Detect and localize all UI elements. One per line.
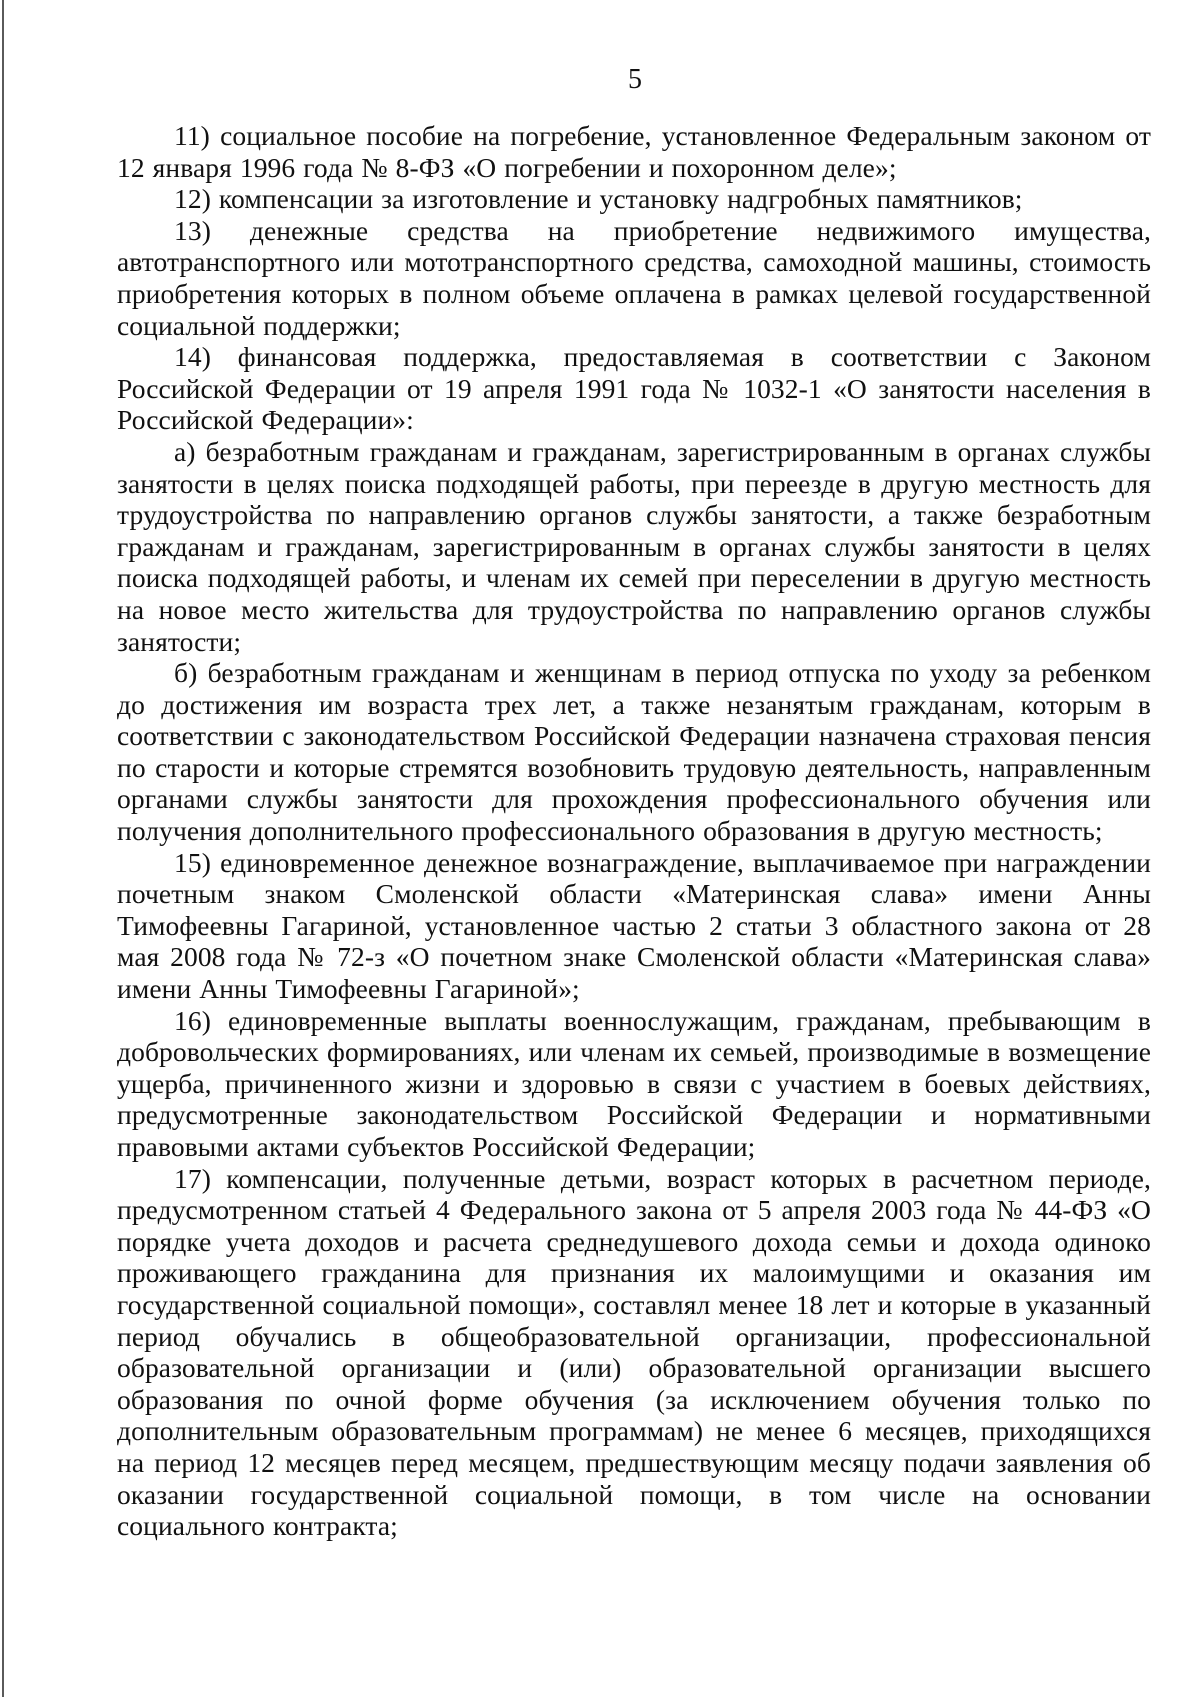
- paragraph-item-14: 14) финансовая поддержка, предоставляемая в соответствии с Законом Российской Федерации от 19 апреля 1991 года № 1032-1 «О занятости населения в Российской Федерации»:: [117, 341, 1151, 436]
- paragraph-item-13: 13) денежные средства на приобретение недвижимого имущества, автотранспортного или мототранспортного средства, самоходной машины, стоимость приобретения которых в полном объеме оплачена в рамках целевой государственной социальной поддержки;: [117, 214, 1151, 341]
- paragraph-item-16: 16) единовременные выплаты военнослужащим, гражданам, пребывающим в добровольческих формированиях, или членам их семьей, производимые в возмещение ущерба, причиненного жизни и здоровью в связи с участием в боевых действиях, предусмотренные законодательством Российской Федерации и нормативными правовыми актами субъектов Российской Федерации;: [117, 1004, 1151, 1162]
- paragraph-item-15: 15) единовременное денежное вознаграждение, выплачиваемое при награждении почетным знаком Смоленской области «Материнская слава» имени Анны Тимофеевны Гагариной, установленное частью 2 статьи 3 областного закона от 28 мая 2008 года № 72-з «О почетном знаке Смоленской области «Материнская слава» имени Анны Тимофеевны Гагариной»;: [117, 846, 1151, 1005]
- scan-edge-line: [2, 0, 4, 1697]
- paragraph-item-17: 17) компенсации, полученные детьми, возраст которых в расчетном периоде, предусмотренном статьей 4 Федерального закона от 5 апреля 2003 года № 44-ФЗ «О порядке учета доходов и расчета среднедушевого дохода семьи и дохода одиноко проживающего гражданина для признания их малоимущими и оказания им государственной социальной помощи», составлял менее 18 лет и которые в указанный период обучались в общеобразовательной организации, профессиональной образовательной организации и (или) образовательной организации высшего образования по очной форме обучения (за исключением обучения только по дополнительным образовательным программам) не менее 6 месяцев, приходящихся на период 12 месяцев перед месяцем, предшествующим месяцу подачи заявления об оказании государственной социальной помощи, в том числе на основании социального контракта;: [117, 1162, 1151, 1542]
- paragraph-item-12: 12) компенсации за изготовление и установку надгробных памятников;: [174, 183, 1023, 215]
- page-number: 5: [628, 64, 642, 95]
- paragraph-subitem-b: б) безработным гражданам и женщинам в период отпуска по уходу за ребенком до достижения им возраста трех лет, а также незанятым гражданам, которым в соответствии с законодательством Российской Федерации назначена страховая пенсия по старости и которые стремятся возобновить трудовую деятельность, направленным органами службы занятости для прохождения профессионального обучения или получения дополнительного профессионального образования в другую местность;: [117, 657, 1151, 847]
- paragraph-item-11: 11) социальное пособие на погребение, установленное Федеральным законом от 12 января 1996 года № 8-ФЗ «О погребении и похоронном деле»;: [117, 120, 1151, 183]
- paragraph-subitem-a: а) безработным гражданам и гражданам, зарегистрированным в органах службы занятости в целях поиска подходящей работы, при переезде в другую местность для трудоустройства по направлению органов службы занятости, а также безработным гражданам и гражданам, зарегистрированным в органах службы занятости в целях поиска подходящей работы, и членам их семей при переселении в другую местность на новое место жительства для трудоустройства по направлению органов службы занятости;: [117, 435, 1151, 657]
- document-body: [117, 120, 1151, 1542]
